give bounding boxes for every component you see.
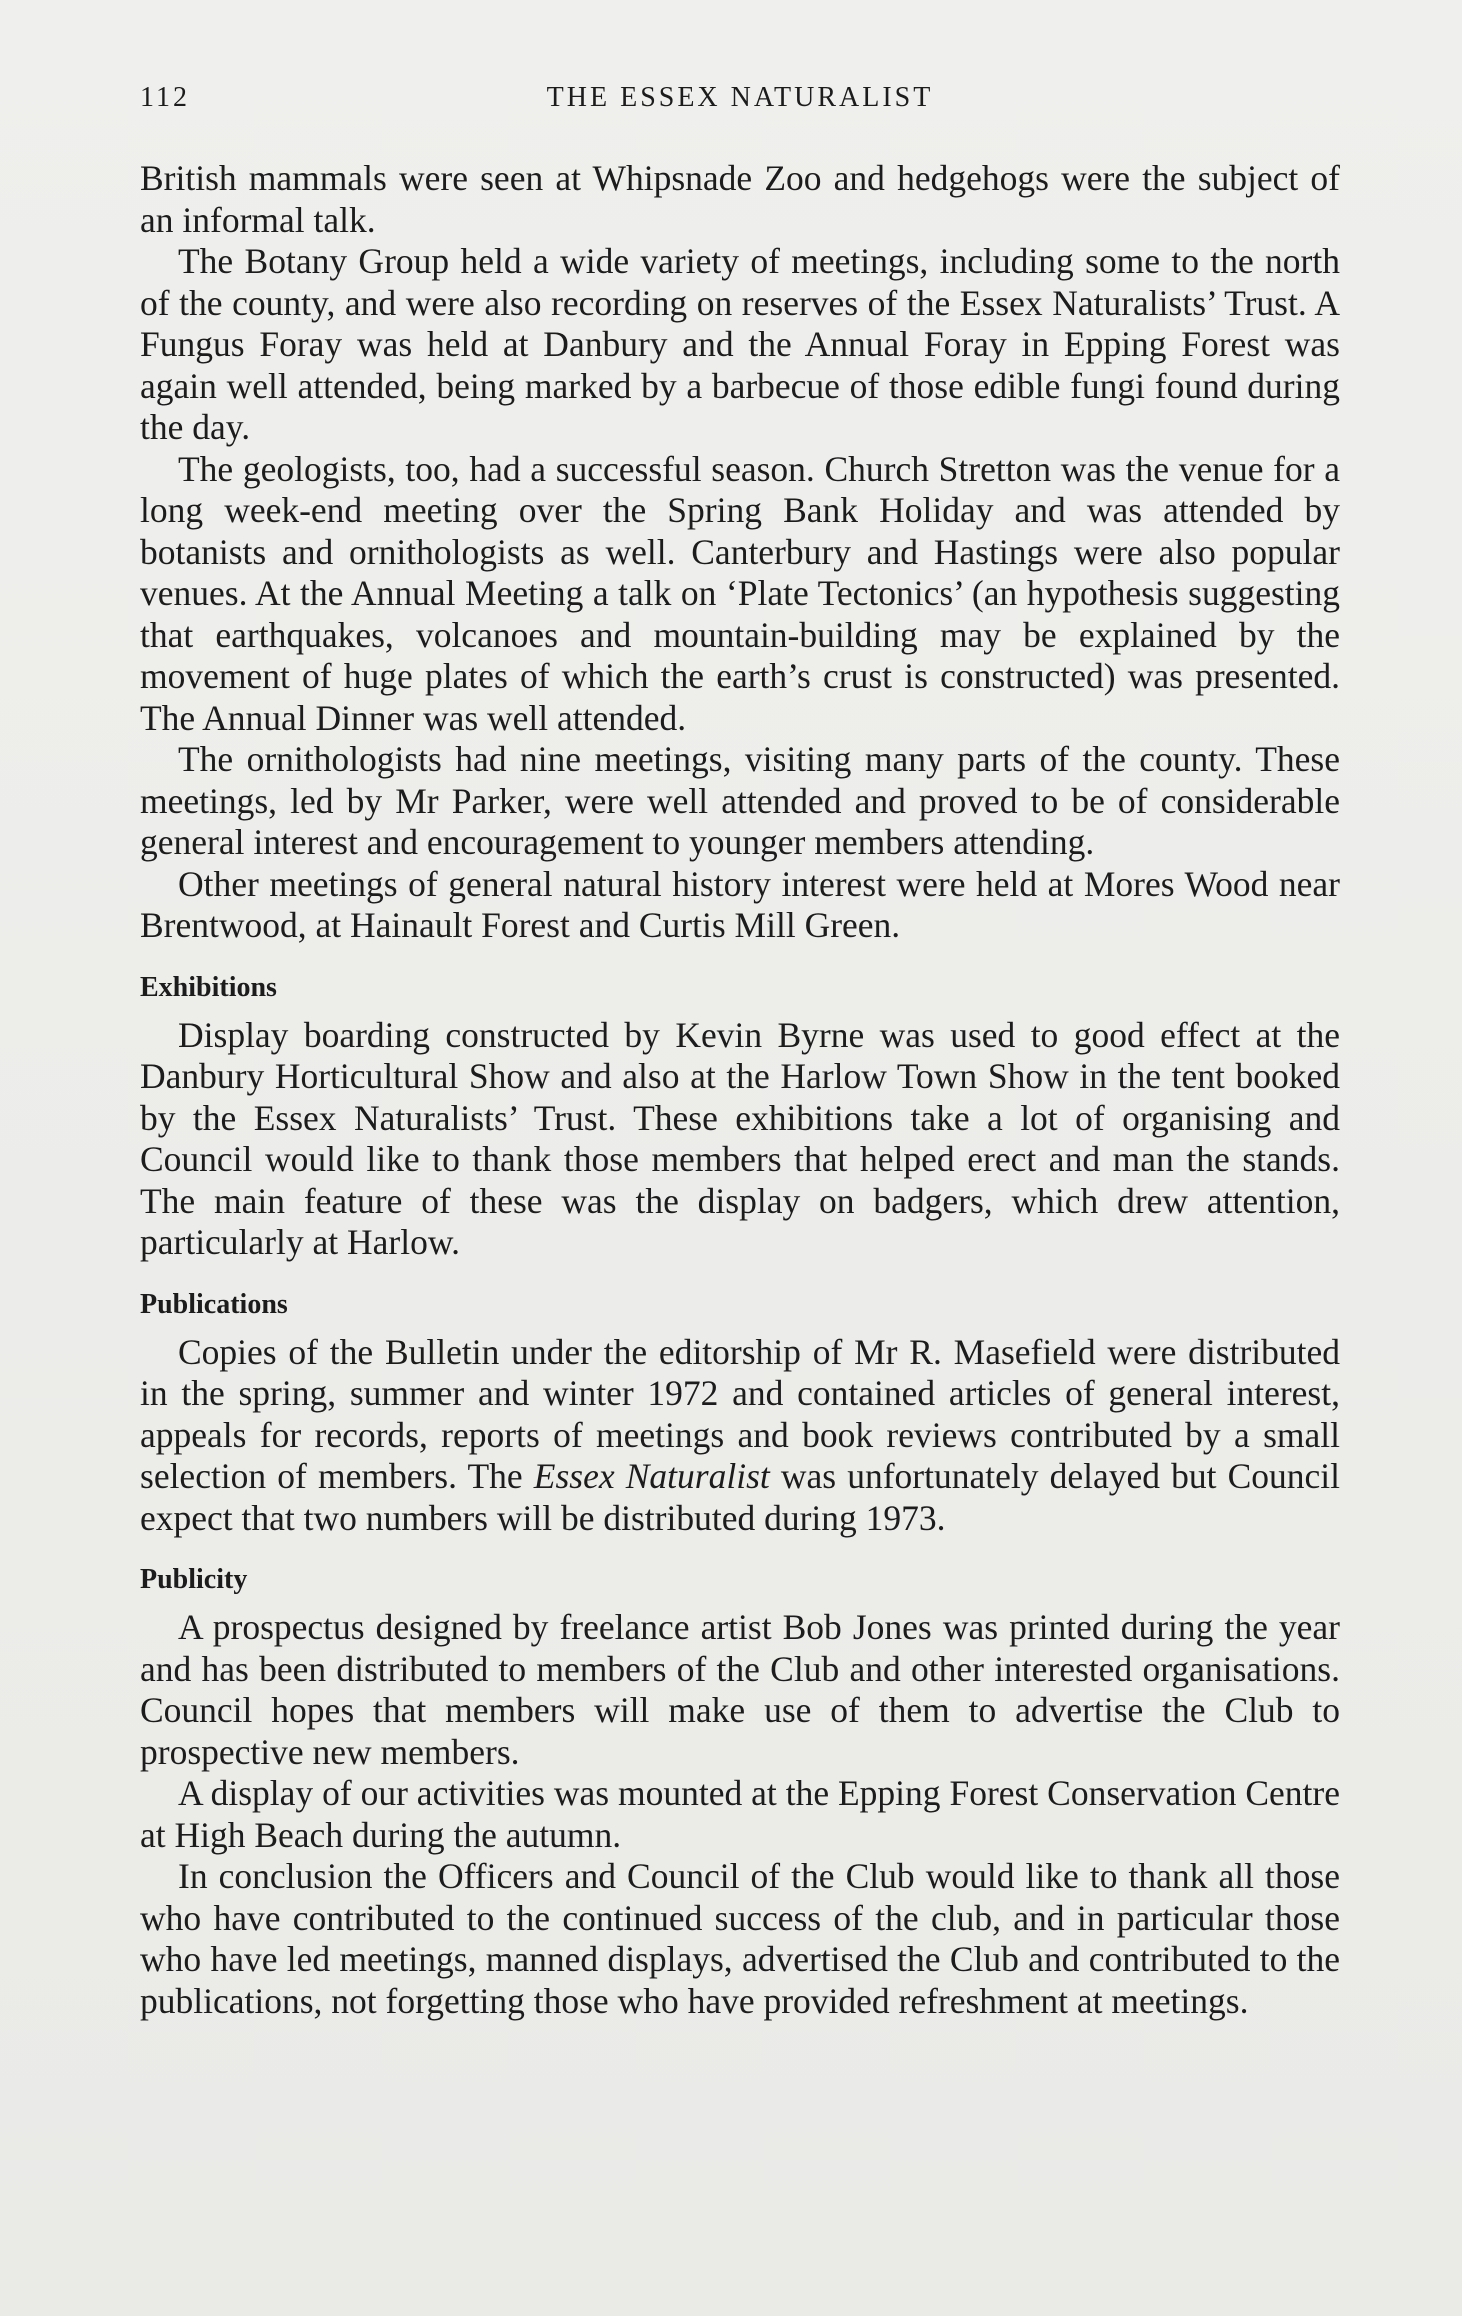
paragraph-mammals: British mammals were seen at Whipsnade Zoo and hedgehogs were the subject of an informal talk. [140, 158, 1340, 240]
paragraph-prospectus: A prospectus designed by freelance artist Bob Jones was printed during the year and has been distributed to members of the Club and other interested organisations. Council hopes that members will make use of them to advertise the Club to prospective new members. [140, 1607, 1340, 1772]
running-head [140, 82, 1340, 122]
heading-publications: Publications [140, 1288, 288, 1320]
page-number: 112 [140, 82, 190, 113]
publications-text-before: Copies of the Bulletin under the editorship of Mr R. Masefield were distributed in the spring, summer and winter 1972 and contained articles of general interest, appeals for records, reports of meetings and book reviews contributed by a small selection of members. The [140, 1331, 1340, 1496]
publication-title-italic: Essex Naturalist [533, 1456, 770, 1496]
journal-title: THE ESSEX NATURALIST [546, 82, 934, 113]
paragraph-botany: The Botany Group held a wide variety of meetings, including some to the north of the county, and were also recording on reserves of the Essex Naturalists’ Trust. A Fungus Foray was held at Danbury and the Annual Foray in Epping Forest was again well attended, being marked by a barbecue of those edible fungi found during the day. [140, 241, 1340, 447]
paragraph-other-meetings: Other meetings of general natural history interest were held at Mores Wood near Brentwood, at Hainault Forest and Curtis Mill Green. [140, 863, 1340, 945]
paragraph-geology: The geologists, too, had a successful season. Church Stretton was the venue for a long week-end meeting over the Spring Bank Holiday and was attended by botanists and ornithologists as well. Canterbury and Hastings were also popular venues. At the Annual Meeting a talk on ‘Plate Tectonics’ (an hypothesis suggesting that earthquakes, volcanoes and mountain-building may be explained by the movement of huge plates of which the earth’s crust is constructed) was presented. The Annual Dinner was well attended. [140, 448, 1340, 738]
publications-text-after: was unfortunately delayed but Council expect that two numbers will be distributed during 1973. [140, 1456, 1340, 1538]
paragraph-display: A display of our activities was mounted at the Epping Forest Conservation Centre at High Beach during the autumn. [140, 1773, 1340, 1855]
paragraph-publications [140, 1332, 1340, 1540]
paragraph-conclusion: In conclusion the Officers and Council of the Club would like to thank all those who have contributed to the continued success of the club, and in particular those who have led meetings, manned displays, advertised the Club and contributed to the publications, not forgetting those who have provided refreshment at meetings. [140, 1856, 1340, 2021]
heading-exhibitions: Exhibitions [140, 971, 277, 1003]
paragraph-exhibitions: Display boarding constructed by Kevin Byrne was used to good effect at the Danbury Horticultural Show and also at the Harlow Town Show in the tent booked by the Essex Naturalists’ Trust. These exhibitions take a lot of organising and Council would like to thank those members that helped erect and man the stands. The main feature of these was the display on badgers, which drew attention, particularly at Harlow. [140, 1014, 1340, 1262]
paragraph-ornithology: The ornithologists had nine meetings, visiting many parts of the county. These meetings, led by Mr Parker, were well attended and proved to be of considerable general interest and encouragement to younger members attending. [140, 739, 1340, 862]
body-text [140, 158, 1340, 2022]
heading-publicity: Publicity [140, 1564, 248, 1595]
